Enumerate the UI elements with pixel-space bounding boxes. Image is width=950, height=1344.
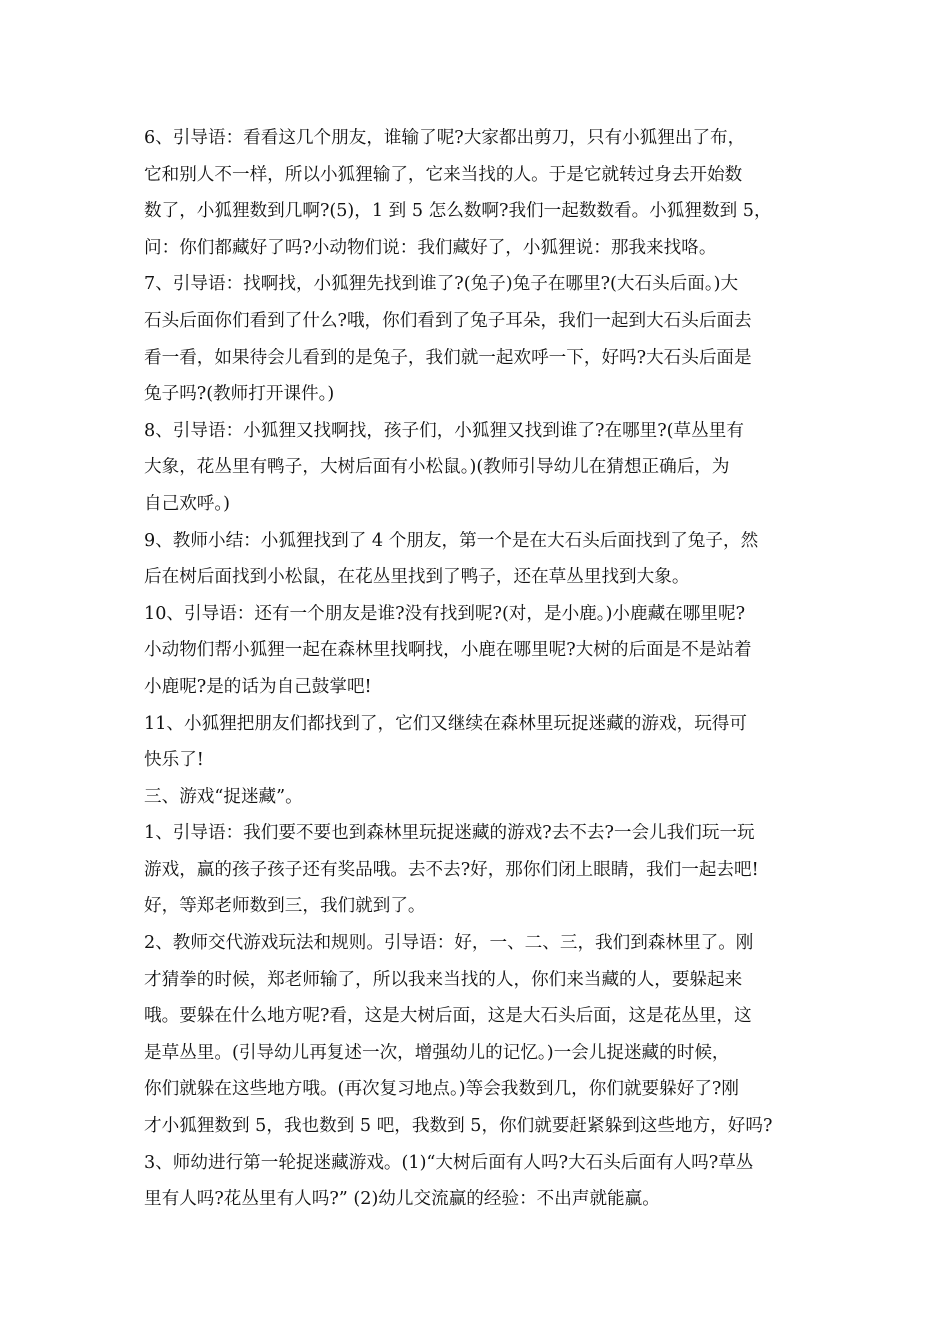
text-line: 石头后面你们看到了什么?哦，你们看到了兔子耳朵，我们一起到大石头后面去 [144,310,752,331]
text-line: 快乐了! [144,750,204,771]
text-line: 哦。要躲在什么地方呢?看，这是大树后面，这是大石头后面，这是花丛里，这 [144,1006,752,1027]
text-line: 才猜拳的时候，郑老师输了，所以我来当找的人，你们来当藏的人，要躲起来 [144,969,743,990]
text-line: 9、教师小结：小狐狸找到了 4 个朋友，第一个是在大石头后面找到了兔子，然 [144,530,759,551]
text-line: 2、教师交代游戏玩法和规则。引导语：好，一、二、三，我们到森林里了。刚 [144,933,754,954]
text-line: 好，等郑老师数到三，我们就到了。 [144,896,426,917]
paragraph [144,413,814,523]
text-line: 游戏，赢的孩子孩子还有奖品哦。去不去?好，那你们闭上眼睛，我们一起去吧! [144,859,759,880]
text-line: 看一看，如果待会儿看到的是兔子，我们就一起欢呼一下，好吗?大石头后面是 [144,347,752,368]
text-line: 兔子吗?(教师打开课件。) [144,384,335,405]
text-line: 6、引导语：看看这几个朋友，谁输了呢?大家都出剪刀，只有小狐狸出了布， [144,128,746,148]
text-line: 数了，小狐狸数到几啊?(5)，1 到 5 怎么数啊?我们一起数数看。小狐狸数到 5， [144,201,772,222]
text-line: 里有人吗?花丛里有人吗?” (2)幼儿交流赢的经验：不出声就能赢。 [144,1189,660,1210]
text-line: 小鹿呢?是的话为自己鼓掌吧! [144,676,372,697]
text-line: 后在树后面找到小松鼠，在花丛里找到了鸭子，还在草丛里找到大象。 [144,567,690,588]
paragraph [144,1145,814,1218]
paragraph [144,925,814,1145]
paragraph [144,706,814,779]
text-line: 小动物们帮小狐狸一起在森林里找啊找，小鹿在哪里呢?大树的后面是不是站着 [144,640,752,661]
text-line: 才小狐狸数到 5，我也数到 5 吧，我数到 5，你们就要赶紧躲到这些地方，好吗? [144,1116,773,1137]
paragraph [144,523,814,596]
paragraph [144,596,814,706]
text-line: 你们就躲在这些地方哦。(再次复习地点。)等会我数到几，你们就要躲好了?刚 [144,1079,739,1100]
text-line: 7、引导语：找啊找，小狐狸先找到谁了?(兔子)兔子在哪里?(大石头后面。)大 [144,274,739,295]
text-line: 10、引导语：还有一个朋友是谁?没有找到呢?(对，是小鹿。)小鹿藏在哪里呢? [144,603,746,624]
text-line: 1、引导语：我们要不要也到森林里玩捉迷藏的游戏?去不去?一会儿我们玩一玩 [144,823,755,844]
text-line: 大象，花丛里有鸭子，大树后面有小松鼠。)(教师引导幼儿在猜想正确后，为 [144,457,730,478]
text-line: 它和别人不一样，所以小狐狸输了，它来当找的人。于是它就转过身去开始数 [144,164,743,185]
text-line: 3、师幼进行第一轮捉迷藏游戏。(1)“大树后面有人吗?大石头后面有人吗?草丛 [144,1152,754,1173]
text-line: 11、小狐狸把朋友们都找到了，它们又继续在森林里玩捉迷藏的游戏，玩得可 [144,713,747,734]
paragraph [144,815,814,925]
paragraph [144,266,814,412]
text-line: 8、引导语：小狐狸又找啊找，孩子们，小狐狸又找到谁了?在哪里?(草丛里有 [144,420,744,441]
text-line: 是草丛里。(引导幼儿再复述一次，增强幼儿的记忆。)一会儿捉迷藏的时候， [144,1042,730,1063]
document-body [144,120,814,1218]
text-line: 自己欢呼。) [144,493,231,514]
paragraph [144,120,814,266]
text-line: 问：你们都藏好了吗?小动物们说：我们藏好了，小狐狸说：那我来找咯。 [144,237,717,258]
paragraph [144,779,814,816]
text-line: 三、游戏“捉迷藏”。 [144,786,303,807]
